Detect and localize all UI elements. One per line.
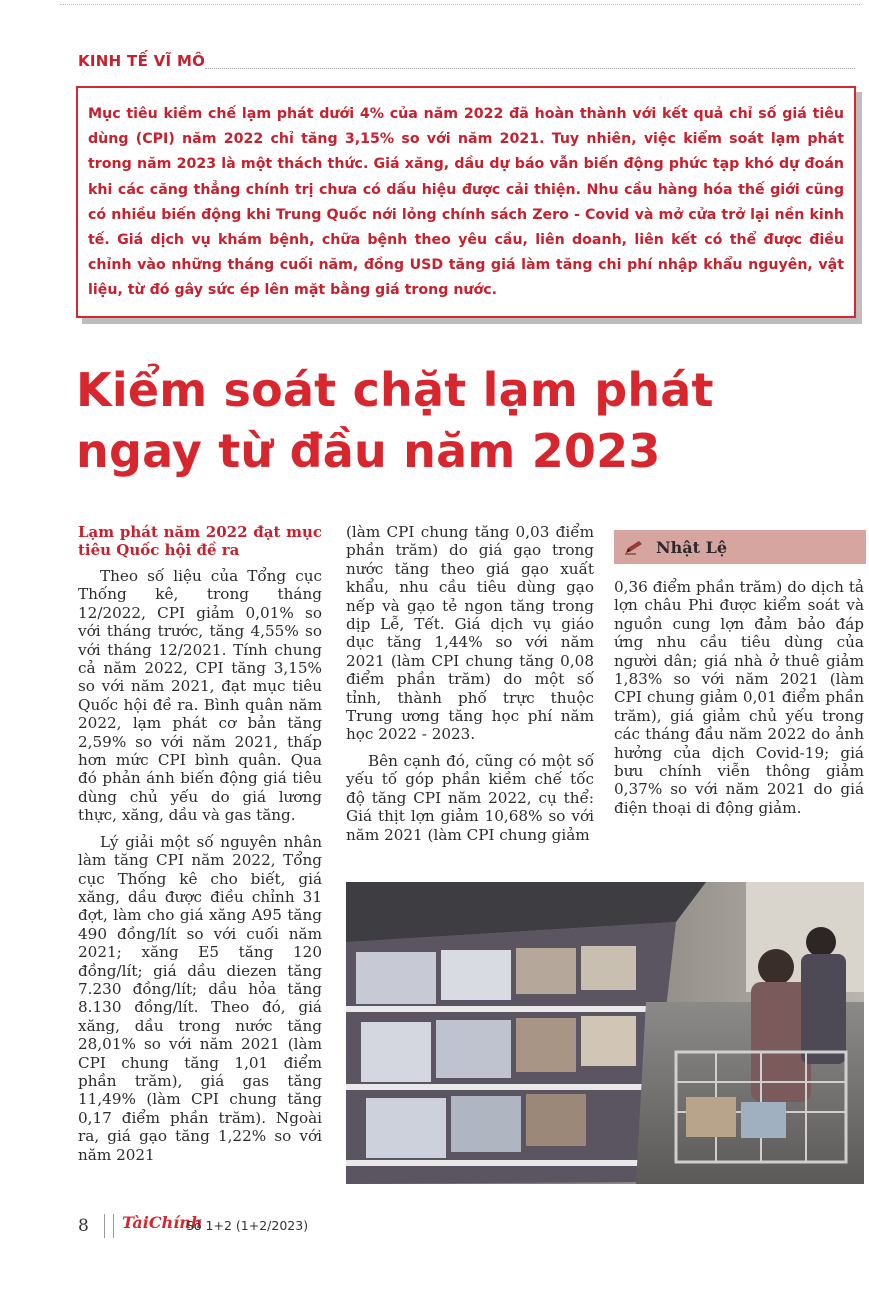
subheading: Lạm phát năm 2022 đạt mục tiêu Quốc hội đề ra (78, 523, 322, 559)
top-dotted-rule (60, 4, 860, 5)
column-3 (614, 578, 864, 817)
footer-divider (104, 1214, 114, 1238)
paragraph: Lý giải một số nguyên nhân làm tăng CPI năm 2022, Tổng cục Thống kê cho biết, giá xăng, dầu được điều chỉnh 31 đợt, làm cho giá xăng A95 tăng 490 đồng/lít so với cuối năm 2021; xăng E5 tăng 120 đồng/lít; giá dầu diezen tăng 7.230 đồng/lít; dầu hỏa tăng 8.130 đồng/lít. Theo đó, giá xăng, dầu trong nước tăng 28,01% so với năm 2021 (làm CPI chung tăng 1,01 điểm phần trăm), giá gas tăng 11,49% (làm CPI chung tăng 0,17 điểm phần trăm). Ngoài ra, giá gạo tăng 1,22% so với năm 2021 (78, 832, 322, 1164)
headline-line-2: ngay từ đầu năm 2023 (76, 424, 661, 478)
issue-number: Số 1+2 (1+2/2023) (186, 1218, 309, 1233)
paragraph: (làm CPI chung tăng 0,03 điểm phần trăm) do giá gạo trong nước tăng theo giá gạo xuất khẩu, nhu cầu tiêu dùng gạo nếp và gạo tẻ ngon tăng trong dịp Lễ, Tết. Giá dịch vụ giáo dục tăng 1,44% so với năm 2021 (làm CPI chung tăng 0,08 điểm phần trăm) do một số tỉnh, thành phố trực thuộc Trung ương tăng học phí năm học 2022 - 2023. (346, 523, 594, 744)
lead-box (76, 86, 856, 318)
page-number: 8 (78, 1216, 89, 1236)
author-byline (614, 530, 866, 564)
section-divider (205, 68, 855, 69)
magazine-logo: TàiChính (122, 1213, 203, 1232)
supermarket-photo (346, 882, 864, 1184)
paragraph: Bên cạnh đó, cũng có một số yếu tố góp phần kiềm chế tốc độ tăng CPI năm 2022, cụ thể: Giá thịt lợn giảm 10,68% so với năm 2021 (làm CPI chung giảm (346, 751, 594, 844)
column-2 (346, 523, 594, 844)
section-label: KINH TẾ VĨ MÔ (78, 52, 206, 70)
paragraph: Theo số liệu của Tổng cục Thống kê, trong tháng 12/2022, CPI giảm 0,01% so với tháng trước, tăng 4,55% so với tháng 12/2021. Tính chung cả năm 2022, CPI tăng 3,15% so với năm 2021, đạt mục tiêu Quốc hội đề ra. Bình quân năm 2022, lạm phát cơ bản tăng 2,59% so với năm 2021, thấp hơn mức CPI bình quân. Qua đó phản ánh biến động giá tiêu dùng chủ yếu do giá lương thực, xăng, dầu và gas tăng. (78, 567, 322, 825)
column-1 (78, 523, 322, 1164)
headline (76, 360, 866, 482)
headline-line-1: Kiểm soát chặt lạm phát (76, 363, 714, 417)
author-name: Nhật Lệ (656, 537, 728, 557)
paragraph: 0,36 điểm phần trăm) do dịch tả lợn châu Phi được kiểm soát và nguồn cung lợn đảm bảo đáp ứng nhu cầu tiêu dùng của người dân; giá nhà ở thuê giảm 1,83% so với năm 2021 (làm CPI chung giảm 0,01 điểm phần trăm), giá giảm chủ yếu trong các tháng đầu năm 2022 do ảnh hưởng của dịch Covid-19; giá bưu chính viễn thông giảm 0,37% so với năm 2021 do giá điện thoại di động giảm. (614, 578, 864, 817)
pen-icon (624, 539, 646, 555)
photo-illustration (346, 882, 864, 1184)
lead-text: Mục tiêu kiềm chế lạm phát dưới 4% của năm 2022 đã hoàn thành với kết quả chỉ số giá tiêu dùng (CPI) năm 2022 chỉ tăng 3,15% so với năm 2021. Tuy nhiên, việc kiểm soát lạm phát trong năm 2023 là một thách thức. Giá xăng, dầu dự báo vẫn biến động phức tạp khó dự đoán khi các căng thẳng chính trị chưa có dấu hiệu được cải thiện. Nhu cầu hàng hóa thế giới cũng có nhiều biến động khi Trung Quốc nới lỏng chính sách Zero - Covid và mở cửa trở lại nền kinh tế. Giá dịch vụ khám bệnh, chữa bệnh theo yêu cầu, liên doanh, liên kết có thể được điều chỉnh vào những tháng cuối năm, đồng USD tăng giá làm tăng chi phí nhập khẩu nguyên, vật liệu, từ đó gây sức ép lên mặt bằng giá trong nước. (88, 106, 844, 299)
